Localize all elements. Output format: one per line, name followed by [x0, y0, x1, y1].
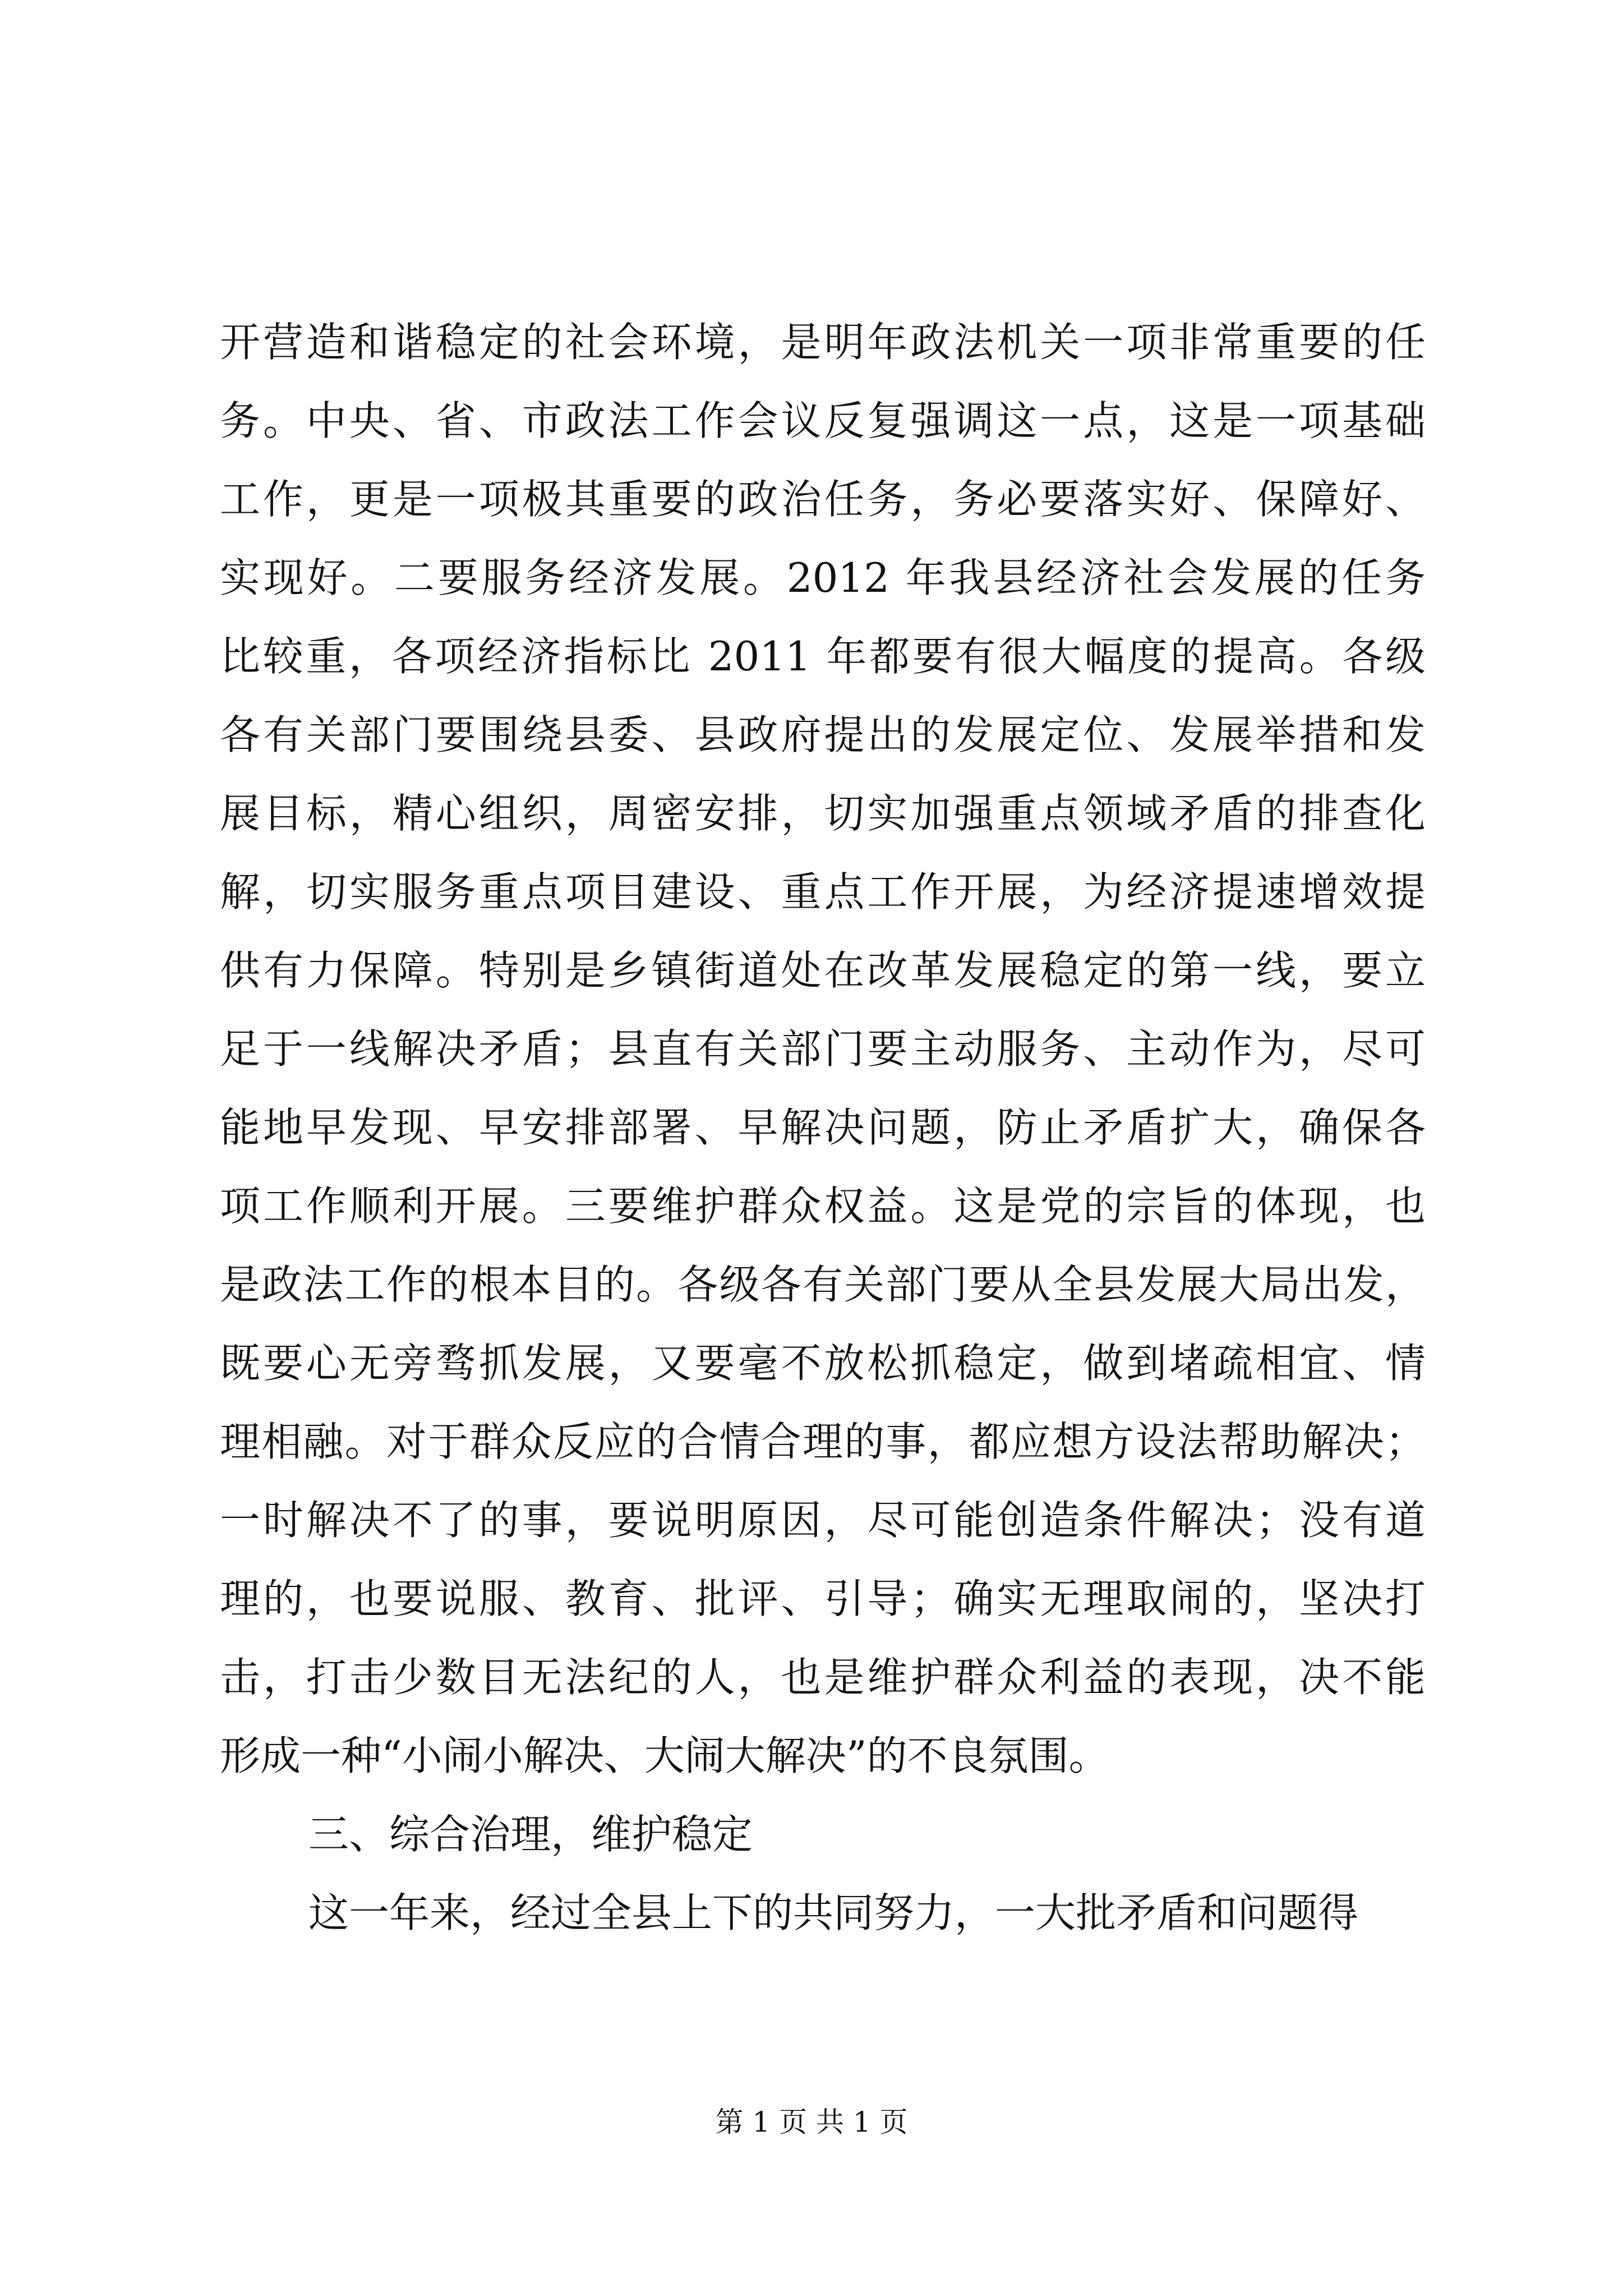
text-line: 能地早发现、早安排部署、早解决问题，防止矛盾扩大，确保各: [220, 1104, 1426, 1151]
text-line: 务。中央、省、市政法工作会议反复强调这一点，这是一项基础: [220, 397, 1426, 444]
text-line: 一时解决不了的事，要说明原因，尽可能创造条件解决；没有道: [220, 1497, 1426, 1544]
text-line: 供有力保障。特别是乡镇街道处在改革发展稳定的第一线，要立: [220, 947, 1426, 994]
text-line: 开营造和谐稳定的社会环境，是明年政法机关一项非常重要的任: [220, 319, 1426, 366]
body-text: [220, 303, 1426, 1952]
paragraph-start-line: 这一年来，经过全县上下的共同努力，一大批矛盾和问题得: [308, 1889, 1359, 1936]
text-line: 比较重，各项经济指标比 2011 年都要有很大幅度的提高。各级: [220, 633, 1426, 680]
text-line: 理的，也要说服、教育、批评、引导；确实无理取闹的，坚决打: [220, 1575, 1426, 1622]
text-line: 项工作顺利开展。三要维护群众权益。这是党的宗旨的体现，也: [220, 1182, 1426, 1230]
text-line: 工作，更是一项极其重要的政治任务，务必要落实好、保障好、: [220, 476, 1426, 523]
page-number-footer: 第 1 页 共 1 页: [715, 2106, 908, 2138]
text-line: 实现好。二要服务经济发展。2012 年我县经济社会发展的任务: [220, 554, 1426, 601]
text-line: 各有关部门要围绕县委、县政府提出的发展定位、发展举措和发: [220, 711, 1426, 758]
text-line: 展目标，精心组织，周密安排，切实加强重点领域矛盾的排查化: [220, 790, 1426, 837]
text-line: 是政法工作的根本目的。各级各有关部门要从全县发展大局出发，: [220, 1261, 1426, 1308]
text-line: 既要心无旁骛抓发展，又要毫不放松抓稳定，做到堵疏相宜、情: [220, 1340, 1426, 1387]
text-line: 理相融。对于群众反应的合情合理的事，都应想方设法帮助解决；: [220, 1418, 1426, 1465]
text-line: 解，切实服务重点项目建设、重点工作开展，为经济提速增效提: [220, 868, 1426, 915]
section-heading: 三、综合治理，维护稳定: [308, 1811, 753, 1858]
text-line: 足于一线解决矛盾；县直有关部门要主动服务、主动作为，尽可: [220, 1025, 1426, 1073]
text-line: 击，打击少数目无法纪的人，也是维护群众利益的表现，决不能: [220, 1654, 1426, 1701]
text-line: 形成一种“小闹小解决、大闹大解决”的不良氛围。: [220, 1732, 1109, 1779]
